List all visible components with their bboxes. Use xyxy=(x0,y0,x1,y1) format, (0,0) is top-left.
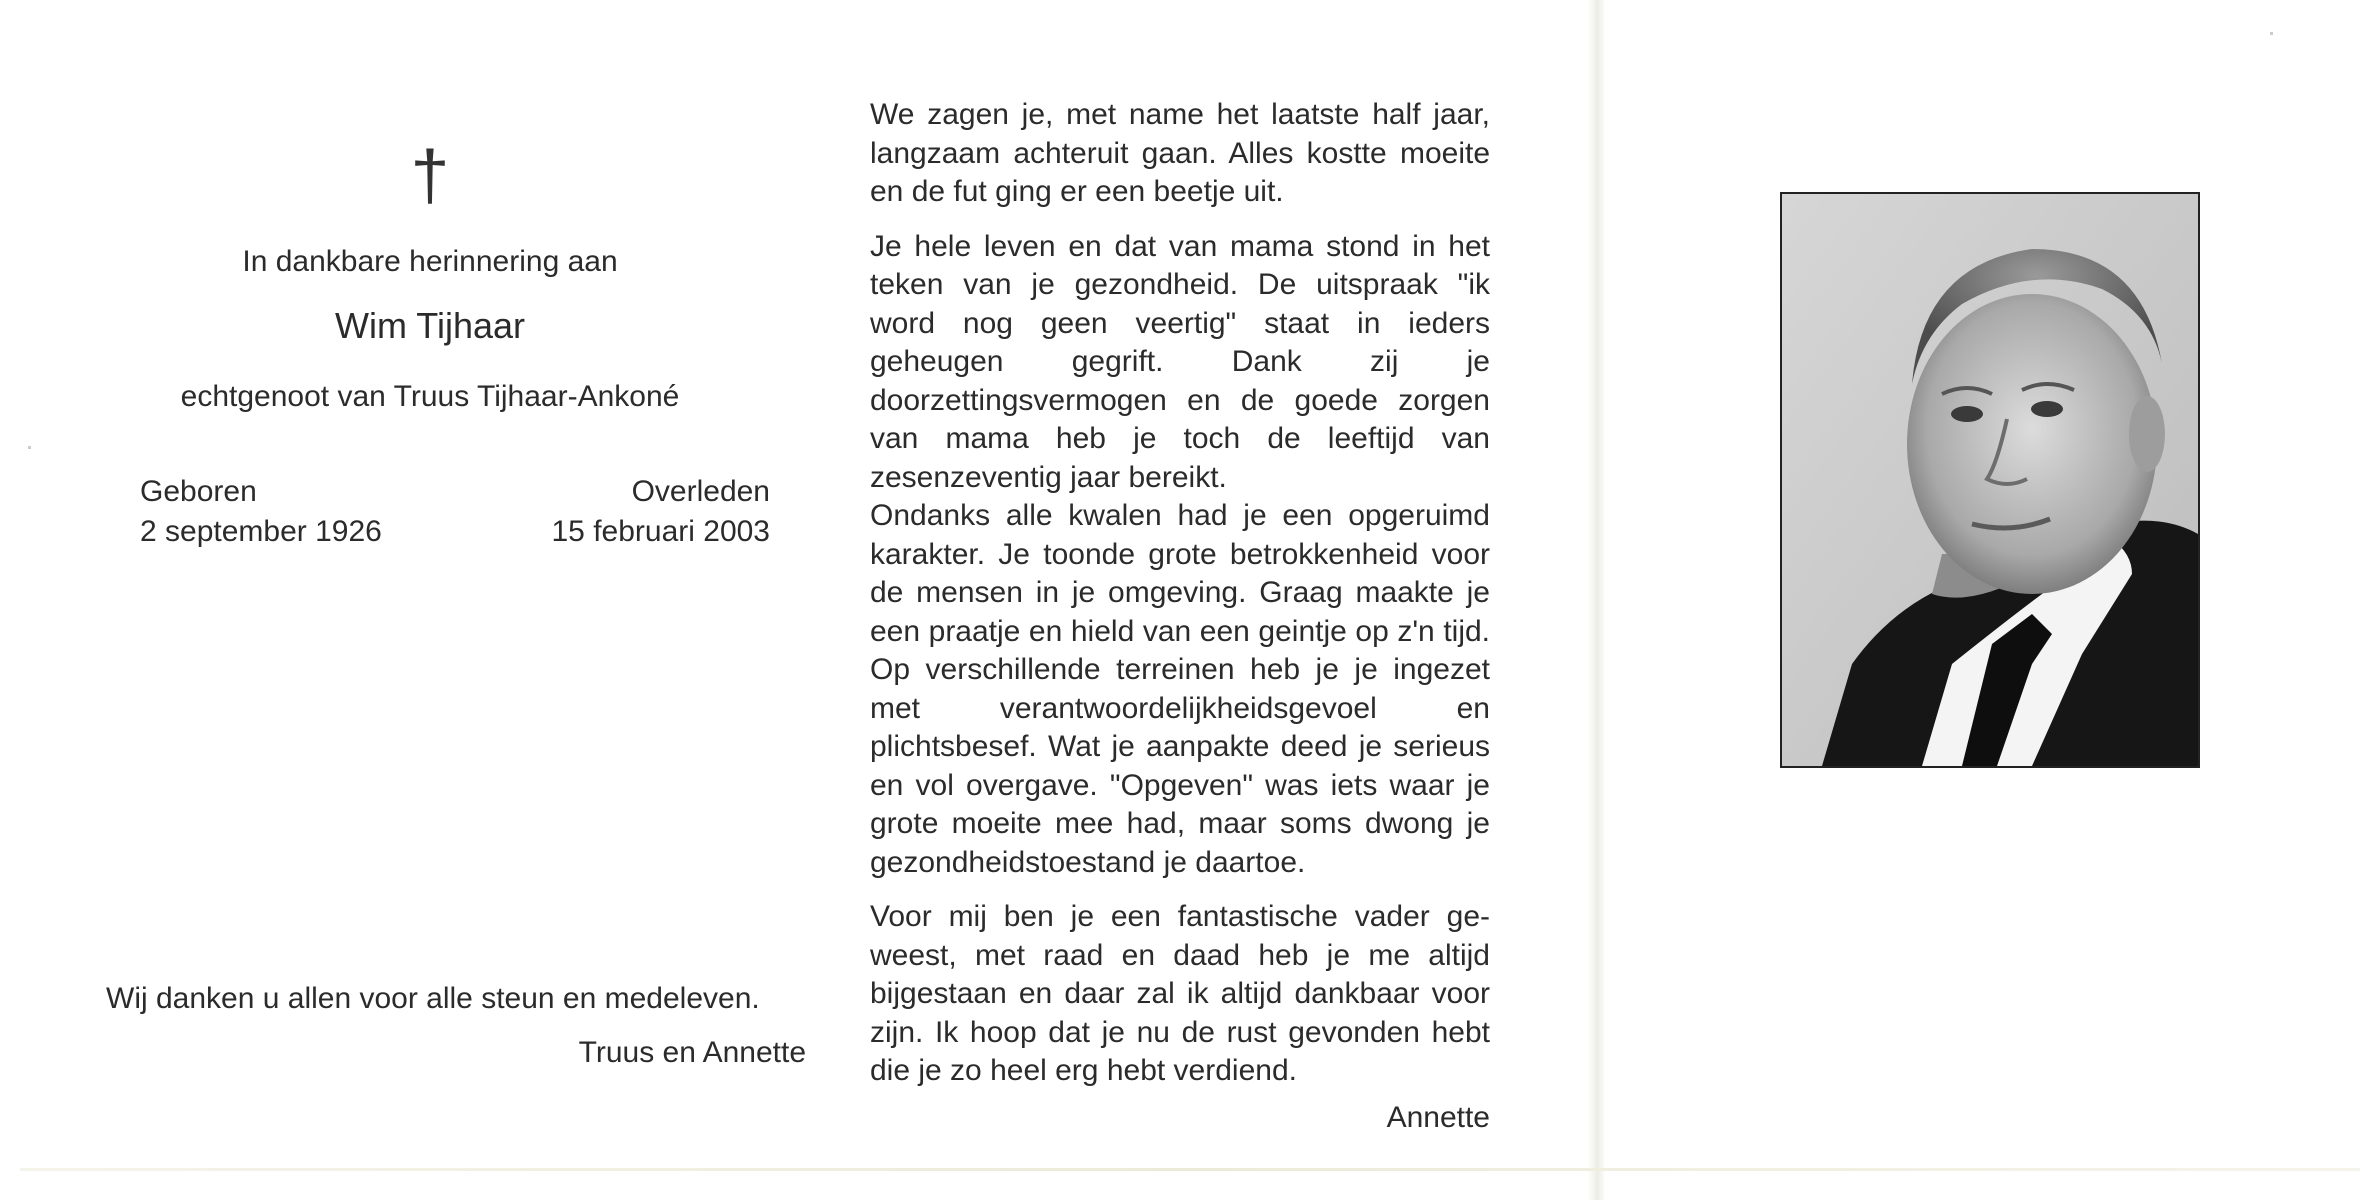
born-label: Geboren xyxy=(140,475,257,508)
paragraph-2: Je hele leven en dat van mama stond in het teken van je gezondheid. De uitspraak "ik word nog geen veertig" staat in ieders geheugen gegrift. Dank zij je doorzettingsvermogen en de goede zorgen van mama heb je toch de leeftijd van zesenzeventig jaar bereikt. xyxy=(870,229,1490,494)
scan-speck xyxy=(2270,32,2273,35)
card-fold xyxy=(1588,0,1604,1200)
portrait-illustration xyxy=(1782,194,2198,766)
middle-signature: Annette xyxy=(1386,1100,1490,1134)
intro-text: In dankbare herinnering aan xyxy=(242,245,618,278)
died-block xyxy=(552,472,771,552)
spouse-line: echtgenoot van Truus Tijhaar-Ankoné xyxy=(180,380,680,413)
paragraph-4: Voor mij ben je een fantastische vader geweest, met raad en daad heb je me altijd bijgestaan en daar zal ik altijd dankbaar voor zijn. Ik hoop dat je nu de rust gevonden hebt die je zo heel erg hebt verdiend. xyxy=(870,900,1490,1087)
died-date: 15 februari 2003 xyxy=(551,515,770,548)
paragraph-1: We zagen je, met name het laatste half jaar, langzaam achteruit gaan. Alles kostte moeite en de fut ging er een beetje uit. xyxy=(870,98,1490,208)
born-date: 2 september 1926 xyxy=(140,515,382,548)
thanks-text: Wij danken u allen voor alle steun en medeleven. xyxy=(106,982,760,1015)
born-block xyxy=(140,472,382,552)
card-bottom-edge xyxy=(20,1168,2360,1171)
paragraph-3: Ondanks alle kwalen had je een opgeruimd karakter. Je toonde grote betrokkenheid voor de mensen in je omgeving. Graag maakte je een praatje en hield van een geintje op z'n tijd. Op verschillende terreinen heb je je ingezet met verantwoordelijkheidsgevoel en plichtsbesef. Wat je aanpakte deed je serieus en vol overgave. "Opgeven" was iets waar je grote moeite mee had, maar soms dwong je gezondheidstoestand je daartoe. xyxy=(870,499,1490,879)
thanks-signature: Truus en Annette xyxy=(578,1036,806,1069)
scan-speck xyxy=(28,446,31,449)
deceased-name: Wim Tijhaar xyxy=(334,305,526,346)
left-page xyxy=(90,120,806,1120)
middle-page xyxy=(870,96,1490,1135)
cross-icon: † xyxy=(410,136,450,214)
portrait-photo xyxy=(1780,192,2200,768)
died-label: Overleden xyxy=(631,475,770,508)
